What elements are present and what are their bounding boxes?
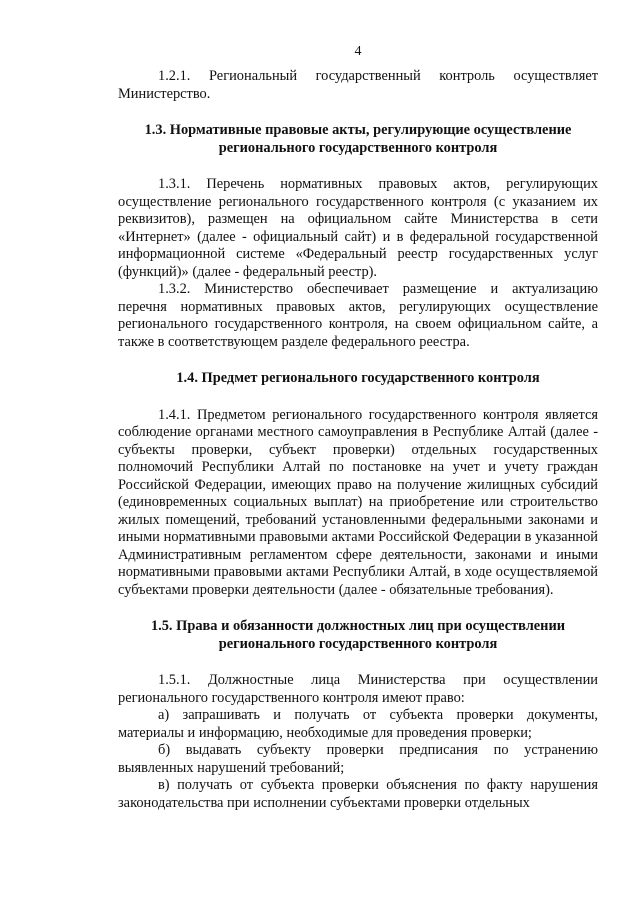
paragraph-1-4-1: 1.4.1. Предметом регионального государственного контроля является соблюдение органами местного самоуправления в Республике Алтай (далее - субъекты проверки, субъект проверки) отдельных государственных полномочий Республики Алтай по постановке на учет и учету граждан Российской Федерации, имеющих право на получение жилищных субсидий (единовременных социальных выплат) на приобретение или строительство жилых помещений, требований установленными федеральными законами и иными нормативными правовыми актами Российской Федерации в указанной Административным регламентом сфере деятельности, законами и иными нормативными правовыми актами Республики Алтай, в ходе осуществляемой субъектами проверки деятельности (далее - обязательные требования).	[118, 406, 598, 598]
spacer	[118, 599, 598, 618]
page-number: 4	[354, 44, 362, 59]
document-body	[118, 68, 598, 812]
list-item-b: б) выдавать субъекту проверки предписания по устранению выявленных нарушений требований;	[118, 742, 598, 776]
section-heading-1-4: 1.4. Предмет регионального государственного контроля	[176, 370, 540, 386]
paragraph-1-5-1: 1.5.1. Должностные лица Министерства при осуществлении регионального государственного контроля имеют право:	[118, 672, 598, 706]
spacer	[118, 653, 598, 672]
spacer	[118, 157, 598, 176]
paragraph-1-3-2: 1.3.2. Министерство обеспечивает размещение и актуализацию перечня нормативных правовых актов, регулирующих осуществление регионального государственного контроля, на своем официальном сайте, а также в соответствующем разделе федерального реестра.	[118, 281, 598, 350]
paragraph-1-2-1: 1.2.1. Региональный государственный контроль осуществляет Министерство.	[118, 68, 598, 102]
section-heading-1-3: 1.3. Нормативные правовые акты, регулирующие осуществление регионального государственного контроля	[144, 122, 572, 156]
list-item-v: в) получать от субъекта проверки объяснения по факту нарушения законодательства при исполнении субъектами проверки отдельных	[118, 777, 598, 811]
spacer	[118, 103, 598, 122]
spacer	[118, 388, 598, 407]
paragraph-1-3-1: 1.3.1. Перечень нормативных правовых актов, регулирующих осуществление регионального государственного контроля (с указанием их реквизитов), размещен на официальном сайте Министерства в сети «Интернет» (далее - официальный сайт) и в федеральной государственной информационной системе «Федеральный реестр государственных услуг (функций)» (далее - федеральный реестр).	[118, 176, 598, 280]
section-heading-1-5: 1.5. Права и обязанности должностных лиц при осуществлении регионального государственного контроля	[150, 618, 566, 652]
list-item-a: а) запрашивать и получать от субъекта проверки документы, материалы и информацию, необходимые для проведения проверки;	[118, 707, 598, 741]
spacer	[118, 351, 598, 370]
